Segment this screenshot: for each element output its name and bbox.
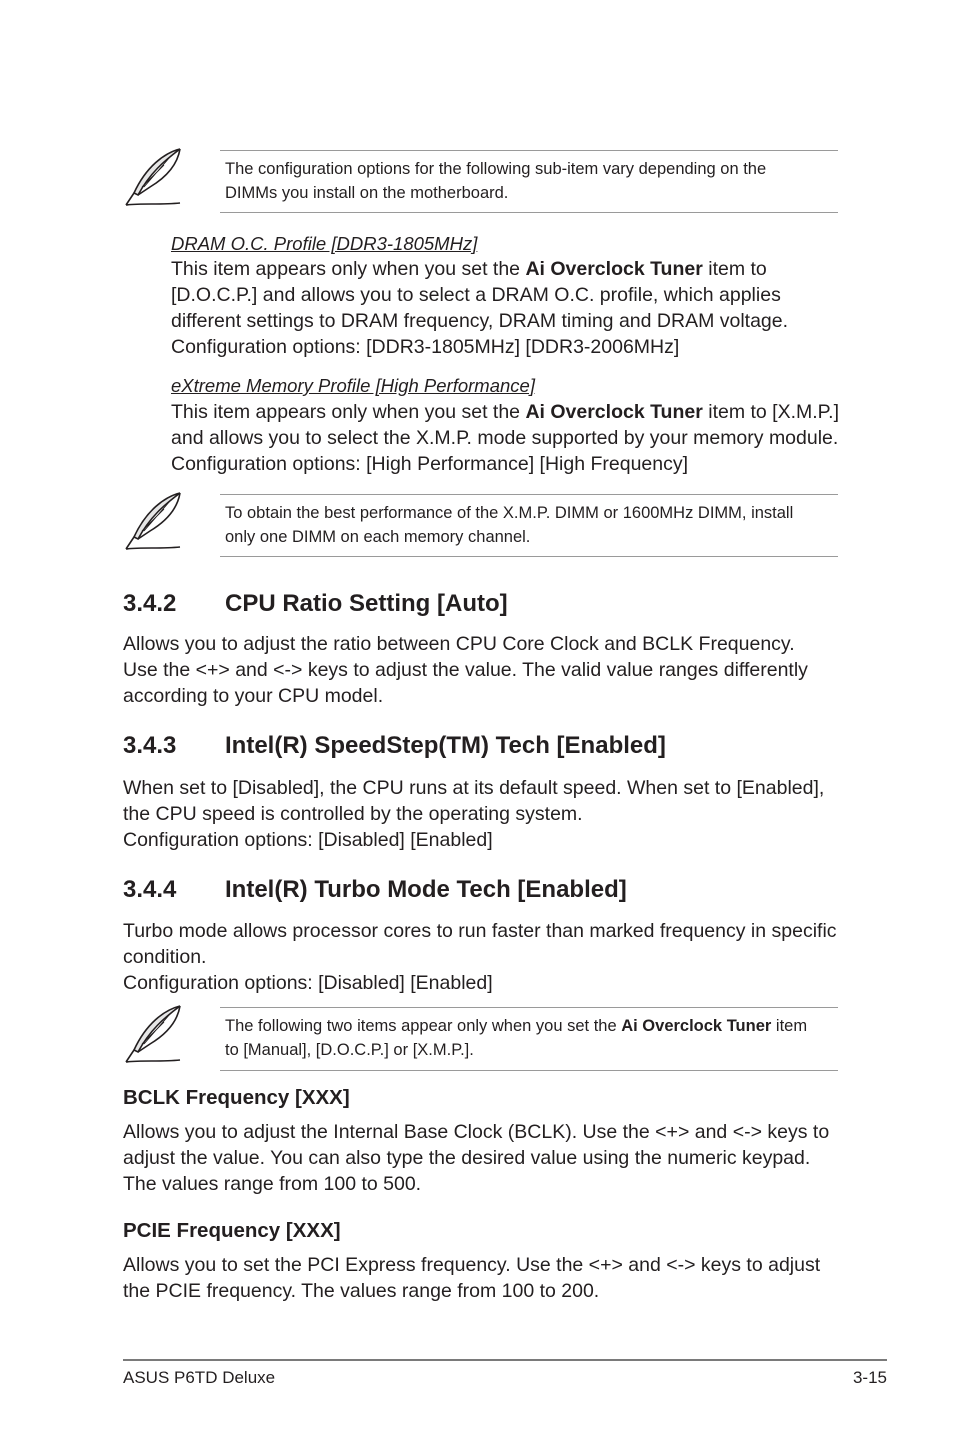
body-line: Allows you to set the PCI Express frequency. Use the <+> and <-> keys to adjust: [123, 1254, 821, 1276]
footer-page-number: 3-15: [852, 1368, 887, 1387]
note-line: DIMMs you install on the motherboard.: [225, 184, 509, 202]
bclk-frequency-heading: BCLK Frequency [XXX]: [123, 1086, 350, 1109]
note-line: only one DIMM on each memory channel.: [225, 528, 531, 546]
note-box-dimm-options: [220, 150, 838, 213]
body-line: adjust the value. You can also type the desired value using the numeric keypad.: [123, 1147, 811, 1169]
body-line: This item appears only when you set the Ai Overclock Tuner item to [X.M.P.]: [171, 401, 839, 423]
body-line: [D.O.C.P.] and allows you to select a DRAM O.C. profile, which applies: [171, 284, 781, 306]
pcie-frequency-heading: PCIE Frequency [XXX]: [123, 1219, 341, 1242]
body-line: Configuration options: [Disabled] [Enabled]: [123, 829, 493, 851]
body-line: according to your CPU model.: [123, 685, 384, 707]
body-line: condition.: [123, 946, 207, 968]
note-line: to [Manual], [D.O.C.P.] or [X.M.P.].: [225, 1041, 474, 1059]
body-line: Use the <+> and <-> keys to adjust the value. The valid value ranges differently: [123, 659, 808, 681]
section-body-speedstep: [123, 775, 853, 853]
body-line: Configuration options: [High Performance] [High Frequency]: [171, 453, 689, 475]
quill-note-icon: [120, 147, 186, 209]
body-line: the PCIE frequency. The values range from 100 to 200.: [123, 1280, 600, 1302]
pcie-frequency-body: [123, 1252, 853, 1304]
body-line: different settings to DRAM frequency, DRAM timing and DRAM voltage.: [171, 310, 789, 332]
note-box-xmp-dimm: [220, 494, 838, 557]
body-line: Allows you to adjust the Internal Base Clock (BCLK). Use the <+> and <-> keys to: [123, 1121, 830, 1143]
body-line: Turbo mode allows processor cores to run faster than marked frequency in specific: [123, 920, 837, 942]
section-heading-cpu-ratio: [123, 589, 508, 619]
section-body-cpu-ratio: [123, 631, 853, 709]
section-title: Intel(R) SpeedStep(TM) Tech [Enabled]: [225, 732, 666, 759]
body-line: Configuration options: [DDR3-1805MHz] [DDR3-2006MHz]: [171, 336, 680, 358]
bclk-frequency-body: [123, 1119, 853, 1197]
xmp-profile-body: [171, 399, 851, 477]
section-heading-turbo-mode: [123, 875, 627, 905]
section-heading-speedstep: [123, 731, 666, 761]
section-number: 3.4.3: [123, 732, 177, 759]
xmp-profile-title: eXtreme Memory Profile [High Performance]: [171, 375, 535, 396]
dram-oc-profile-body: [171, 256, 851, 360]
footer-divider: [123, 1359, 887, 1361]
body-line: the CPU speed is controlled by the operating system.: [123, 803, 583, 825]
section-title: CPU Ratio Setting [Auto]: [225, 590, 508, 617]
note-line: To obtain the best performance of the X.M.P. DIMM or 1600MHz DIMM, install: [225, 504, 794, 522]
body-line: When set to [Disabled], the CPU runs at its default speed. When set to [Enabled],: [123, 777, 825, 799]
section-body-turbo-mode: [123, 918, 853, 996]
body-line: The values range from 100 to 500.: [123, 1173, 422, 1195]
quill-note-icon: [120, 491, 186, 553]
note-line: The configuration options for the following sub-item vary depending on the: [225, 160, 767, 178]
body-line: Allows you to adjust the ratio between CPU Core Clock and BCLK Frequency.: [123, 633, 795, 655]
section-title: Intel(R) Turbo Mode Tech [Enabled]: [225, 876, 627, 903]
body-line: and allows you to select the X.M.P. mode supported by your memory module.: [171, 427, 839, 449]
body-line: Configuration options: [Disabled] [Enabled]: [123, 972, 493, 994]
quill-note-icon: [120, 1004, 186, 1066]
section-number: 3.4.2: [123, 590, 177, 617]
note-box-overclock-items: [220, 1007, 838, 1071]
body-line: This item appears only when you set the Ai Overclock Tuner item to: [171, 258, 767, 280]
section-number: 3.4.4: [123, 876, 177, 903]
dram-oc-profile-title: DRAM O.C. Profile [DDR3-1805MHz]: [171, 233, 478, 254]
note-line: The following two items appear only when you set the Ai Overclock Tuner item: [225, 1017, 808, 1035]
footer-product-name: ASUS P6TD Deluxe: [123, 1368, 276, 1387]
